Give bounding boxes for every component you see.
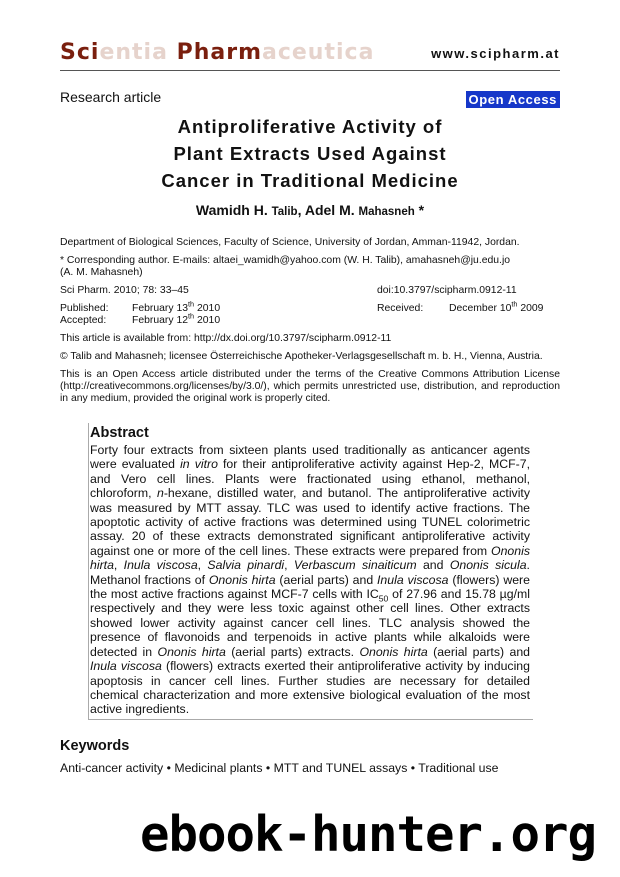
author-given-name: Wamidh H. [195, 202, 272, 218]
corresponding-author: * Corresponding author. E-mails: altaei_wamidh@yahoo.com (W. H. Talib), amahasneh@ju.edu.jo (A. M. Mahasneh) [60, 255, 511, 278]
abstract-text: (aerial parts) and [427, 644, 530, 659]
journal-logo [60, 40, 374, 65]
availability: This article is available from: http://dx.doi.org/10.3797/scipharm.0912-11 [60, 333, 392, 344]
citation: Sci Pharm. 2010; 78: 33–45 [60, 285, 189, 296]
abstract-italic: Inula viscosa [123, 558, 198, 573]
received-date: December 10 [449, 303, 512, 314]
abstract-italic: Inula viscosa [90, 659, 162, 674]
header-divider [60, 70, 560, 71]
published-line [60, 299, 560, 315]
author-family-name: Mahasneh [358, 206, 415, 218]
received-year: 2009 [517, 303, 544, 314]
logo-part: Sci [60, 40, 100, 65]
abstract-text: for their antiproliferative activity against Hep-2, MCF-7, and Vero cell lines. Plants were fractionated using ethanol, methanol, chloroform, [90, 457, 530, 501]
citation-line [60, 285, 560, 297]
abstract-italic: Ononis hirta [157, 644, 226, 659]
published-date: February 13 [132, 303, 189, 314]
logo-part: aceutica [262, 40, 375, 65]
abstract-text: (flowers) extracts exerted their antiproliferative activity by inducing apoptosis in cancer cell lines. Further studies are necessary for detailed chemical characterization and more extensive biological evaluation of the most active ingredients. [90, 659, 530, 717]
abstract-text: -hexane, distilled water, and butanol. The antiproliferative activity was measured by MTT assay. TLC was used to identify active fractions. The apoptotic activity of active fractions was determined using TUNEL colorimetric assay. 20 of these extracts demonstrated significant antiproliferative activity against one or more of the cell lines. These extracts were prepared from [90, 486, 530, 558]
author-given-name: Adel M. [304, 202, 359, 218]
date-ordinal: th [188, 299, 195, 309]
accepted-line [60, 311, 560, 327]
title-line: Antiproliferative Activity of [177, 116, 443, 137]
abstract-italic: Verbascum sinaiticum [293, 558, 417, 573]
abstract-italic: Inula viscosa [377, 572, 449, 587]
abstract-text: (aerial parts) extracts. [225, 644, 360, 659]
accepted-date: February 12 [132, 315, 189, 326]
author-separator: , [297, 202, 305, 218]
abstract-text: (aerial parts) and [275, 572, 377, 587]
author-family-name: Talib [271, 206, 298, 218]
abstract-italic: Ononis hirta [359, 644, 428, 659]
author-list [60, 202, 560, 218]
abstract-body [90, 443, 530, 717]
article-type: Research article [60, 89, 162, 105]
received-label: Received: [377, 303, 424, 314]
abstract-text: . Methanol fractions of [90, 558, 530, 587]
title-line: Cancer in Traditional Medicine [161, 170, 459, 191]
title-line: Plant Extracts Used Against [173, 143, 447, 164]
corresponding-mark: * [414, 202, 425, 218]
logo-part: Pharm [176, 40, 262, 65]
license: This is an Open Access article distributed under the terms of the Creative Commons Attribution License (http://creativecommons.org/licenses/by/3.0/), which permits unrestricted use, distribution, and reproduction in any medium, provided the original work is properly cited. [60, 369, 560, 404]
abstract-text: Forty four extracts from sixteen plants used traditionally as anticancer agents were evaluated [90, 443, 530, 472]
published-year: 2010 [194, 303, 221, 314]
received-group [377, 299, 544, 315]
date-ordinal: th [511, 299, 518, 309]
open-access-badge: Open Access [466, 91, 561, 108]
doi: doi:10.3797/scipharm.0912-11 [377, 285, 517, 296]
subscript: 50 [378, 593, 389, 604]
abstract-italic: Salvia pinardi [207, 558, 285, 573]
journal-masthead [60, 40, 560, 70]
abstract-text: , [197, 558, 208, 573]
abstract-text: (flowers) were the most active fractions against MCF-7 cells with IC [90, 572, 530, 602]
abstract-text: of 27.96 and 15.78 µg/ml respectively and they were less toxic against other cell lines. Other extracts showed lower activity against cancer cell lines. TLC analysis showed the presence of flavonoids and terpenoids in active plants while alkaloids were detected in [90, 587, 530, 659]
abstract-italic: Ononis hirta [208, 572, 276, 587]
abstract-heading: Abstract [90, 425, 149, 441]
keywords-heading: Keywords [60, 738, 130, 754]
abstract-italic: Ononis sicula [449, 558, 527, 573]
article-title [60, 113, 560, 194]
abstract-italic: Ononis hirta [90, 543, 530, 573]
accepted-label: Accepted: [60, 315, 107, 326]
published-label: Published: [60, 303, 109, 314]
abstract-italic: in vitro [180, 457, 218, 472]
abstract-italic: n [156, 486, 164, 501]
journal-website-link[interactable]: www.scipharm.at [431, 46, 560, 61]
affiliation: Department of Biological Sciences, Faculty of Science, University of Jordan, Amman-11942, Jordan. [60, 237, 520, 248]
date-ordinal: th [188, 311, 195, 321]
copyright: © Talib and Mahasneh; licensee Österreichische Apotheker-Verlagsgesellschaft m. b. H., Vienna, Austria. [60, 351, 543, 362]
keywords-list: Anti-cancer activity • Medicinal plants • MTT and TUNEL assays • Traditional use [60, 761, 499, 775]
logo-part: entia [99, 40, 177, 65]
accepted-year: 2010 [194, 315, 221, 326]
abstract-text: , [113, 558, 124, 573]
abstract-text: and [416, 558, 450, 573]
watermark: ebook-hunter.org [140, 806, 597, 863]
abstract-text: , [284, 558, 294, 573]
